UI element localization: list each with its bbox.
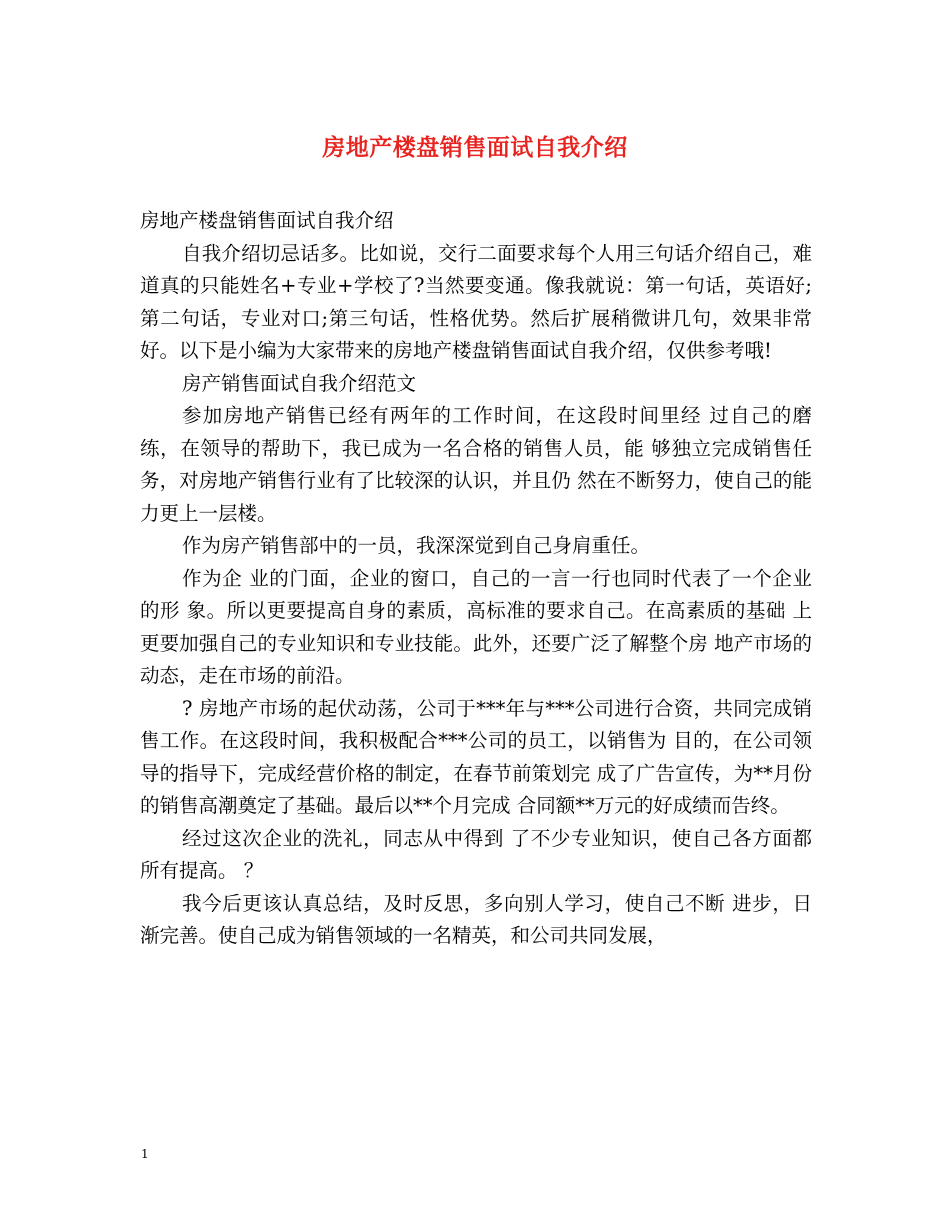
page-number: 1: [141, 1147, 149, 1161]
paragraph-subtitle: 房地产楼盘销售面试自我介绍: [140, 209, 394, 232]
paragraph-image: 作为企 业的门面，企业的窗口，自己的一言一行也同时代表了一个企业的形 象。所以更要提高自身的素质，高标准的要求自己。在高素质的基础 上更要加强自己的专业知识和专业技能。此外，还要广泛了解整个房 地产市场的动态，走在市场的前沿。: [140, 566, 812, 687]
paragraph-section-heading: 房产销售面试自我介绍范文: [182, 371, 417, 395]
document-title: 房地产楼盘销售面试自我介绍: [322, 134, 628, 161]
paragraph-intro: 自我介绍切忌话多。比如说，交行二面要求每个人用三句话介绍自己，难道真的只能姓名+专业+学校了?当然要变通。像我就说：第一句话，英语好;第二句话，专业对口;第三句话，性格优势。然后扩展稍微讲几句，效果非常好。以下是小编为大家带来的房地产楼盘销售面试自我介绍，仅供参考哦!: [140, 241, 812, 362]
paragraph-responsibility: 作为房产销售部中的一员，我深深觉到自己身肩重任。: [182, 534, 651, 557]
document-body: [140, 205, 812, 953]
paragraph-future: 我今后更该认真总结，及时反思，多向别人学习，使自己不断 进步，日渐完善。使自己成为销售领域的一名精英，和公司共同发展，: [140, 891, 812, 947]
paragraph-experience: 参加房地产销售已经有两年的工作时间，在这段时间里经 过自己的磨练，在领导的帮助下，我已成为一名合格的销售人员，能 够独立完成销售任务，对房地产销售行业有了比较深的认识，并且仍 然在不断努力，使自己的能力更上一层楼。: [140, 404, 812, 525]
paragraph-growth: 经过这次企业的洗礼，同志从中得到 了不少专业知识，使自己各方面都所有提高。 ？: [140, 826, 812, 882]
paragraph-market: ? 房地产市场的起伏动荡，公司于***年与***公司进行合资，共同完成销售工作。在这段时间，我积极配合***公司的员工，以销售为 目的，在公司领导的指导下，完成经营价格的制定，在春节前策划完 成了广告宣传，为**月份的销售高潮奠定了基础。最后以**个月完成 合同额**万元的好成绩而告终。: [140, 696, 812, 817]
